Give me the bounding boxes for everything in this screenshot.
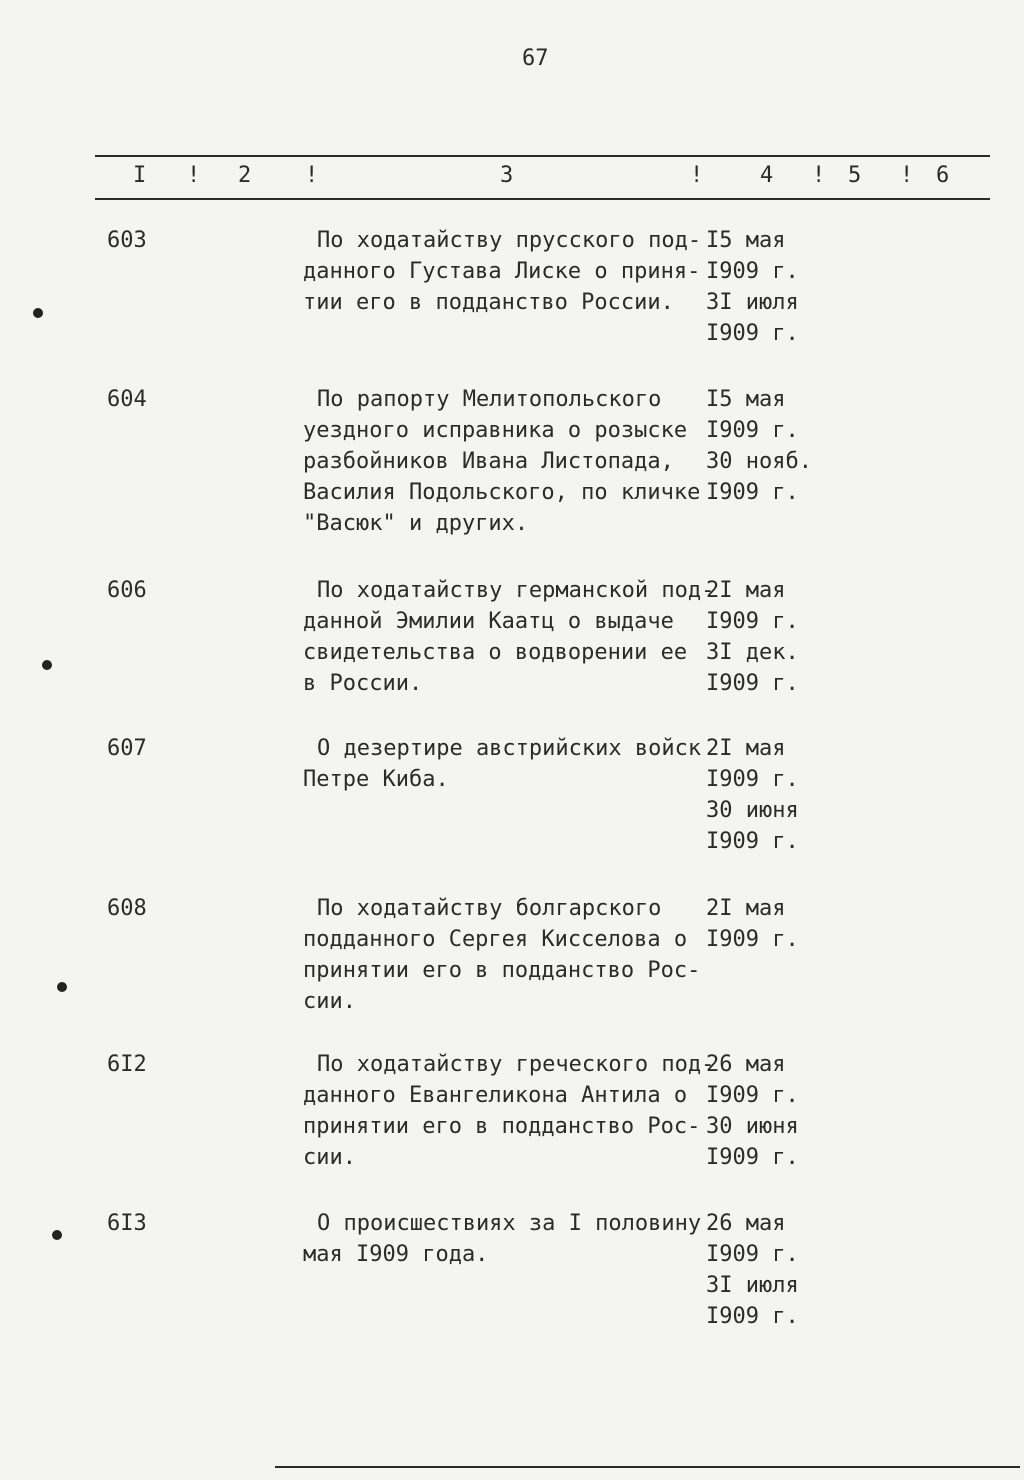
entry-dates	[706, 733, 816, 857]
date-line: 3I дек.	[706, 640, 799, 665]
entry-description	[303, 575, 715, 699]
description-line: По ходатайству германской под-	[317, 578, 715, 603]
description-line: Василия Подольского, по кличке	[303, 480, 701, 505]
entry-dates	[706, 225, 816, 349]
entry-description	[303, 384, 703, 539]
entry-dates	[706, 1049, 816, 1173]
header-separator: !	[690, 163, 704, 188]
entry-dates	[706, 1208, 816, 1332]
date-line: I909 г.	[706, 829, 799, 854]
date-line: 2I мая	[706, 736, 786, 761]
description-line: принятии его в подданство Рос-	[303, 1114, 701, 1139]
date-line: I909 г.	[706, 671, 799, 696]
description-line: сии.	[303, 989, 356, 1014]
date-line: I5 мая	[706, 228, 786, 253]
header-separator: !	[305, 163, 319, 188]
entry-description	[303, 1208, 703, 1270]
description-line: мая I909 года.	[303, 1242, 489, 1267]
date-line: I909 г.	[706, 480, 799, 505]
description-line: свидетельства о водворении ее	[303, 640, 688, 665]
description-line: По ходатайству болгарского	[317, 896, 662, 921]
description-line: данной Эмилии Каатц о выдаче	[303, 609, 674, 634]
entry-dates	[706, 893, 816, 955]
date-line: I909 г.	[706, 1083, 799, 1108]
description-line: данного Евангеликона Антила о	[303, 1083, 688, 1108]
header-separator: !	[187, 163, 201, 188]
header-separator: !	[812, 163, 826, 188]
date-line: I909 г.	[706, 767, 799, 792]
description-line: сии.	[303, 1145, 356, 1170]
header-col-1: I	[133, 163, 147, 188]
header-separator: !	[900, 163, 914, 188]
entry-description	[303, 1049, 715, 1173]
date-line: 2I мая	[706, 578, 786, 603]
header-col-3: 3	[500, 163, 514, 188]
description-line: уездного исправника о розыске	[303, 418, 688, 443]
punch-hole-mark	[42, 660, 52, 670]
description-line: О происшествиях за I половину	[317, 1211, 702, 1236]
header-col-6: 6	[936, 163, 950, 188]
header-top-rule	[95, 155, 990, 157]
date-line: I909 г.	[706, 418, 799, 443]
date-line: I909 г.	[706, 609, 799, 634]
description-line: разбойников Ивана Листопада,	[303, 449, 674, 474]
date-line: 3I июля	[706, 290, 799, 315]
entry-number: 6I2	[107, 1052, 147, 1077]
entry-number: 603	[107, 228, 147, 253]
description-line: тии его в подданство России.	[303, 290, 674, 315]
date-line: I5 мая	[706, 387, 786, 412]
date-line: 2I мая	[706, 896, 786, 921]
entry-number: 6I3	[107, 1211, 147, 1236]
entry-number: 608	[107, 896, 147, 921]
date-line: I909 г.	[706, 1242, 799, 1267]
description-line: в России.	[303, 671, 423, 696]
page-number: 67	[522, 46, 549, 71]
punch-hole-mark	[52, 1230, 62, 1240]
entry-description	[303, 733, 703, 795]
header-col-2: 2	[238, 163, 252, 188]
entry-dates	[706, 384, 816, 508]
entry-dates	[706, 575, 816, 699]
date-line: I909 г.	[706, 321, 799, 346]
date-line: 30 нояб.	[706, 449, 812, 474]
date-line: 3I июля	[706, 1273, 799, 1298]
description-line: Петре Киба.	[303, 767, 449, 792]
date-line: I909 г.	[706, 1304, 799, 1329]
description-line: подданного Сергея Кисселова о	[303, 927, 688, 952]
date-line: 26 мая	[706, 1052, 786, 1077]
date-line: I909 г.	[706, 1145, 799, 1170]
description-line: По рапорту Мелитопольского	[317, 387, 662, 412]
description-line: принятии его в подданство Рос-	[303, 958, 701, 983]
entry-number: 607	[107, 736, 147, 761]
date-line: 30 июня	[706, 1114, 799, 1139]
description-line: "Васюк" и других.	[303, 511, 529, 536]
punch-hole-mark	[57, 982, 67, 992]
description-line: О дезертире австрийских войск	[317, 736, 702, 761]
date-line: I909 г.	[706, 927, 799, 952]
entry-description	[303, 225, 703, 318]
punch-hole-mark	[33, 308, 43, 318]
description-line: По ходатайству прусского под-	[317, 228, 702, 253]
description-line: По ходатайству греческого под-	[317, 1052, 715, 1077]
entry-number: 606	[107, 578, 147, 603]
entry-number: 604	[107, 387, 147, 412]
date-line: 26 мая	[706, 1211, 786, 1236]
footer-rule	[275, 1466, 1020, 1468]
header-col-5: 5	[848, 163, 862, 188]
header-col-4: 4	[760, 163, 774, 188]
description-line: данного Густава Лиске о приня-	[303, 259, 701, 284]
header-bottom-rule	[95, 198, 990, 200]
date-line: 30 июня	[706, 798, 799, 823]
entry-description	[303, 893, 703, 1017]
date-line: I909 г.	[706, 259, 799, 284]
